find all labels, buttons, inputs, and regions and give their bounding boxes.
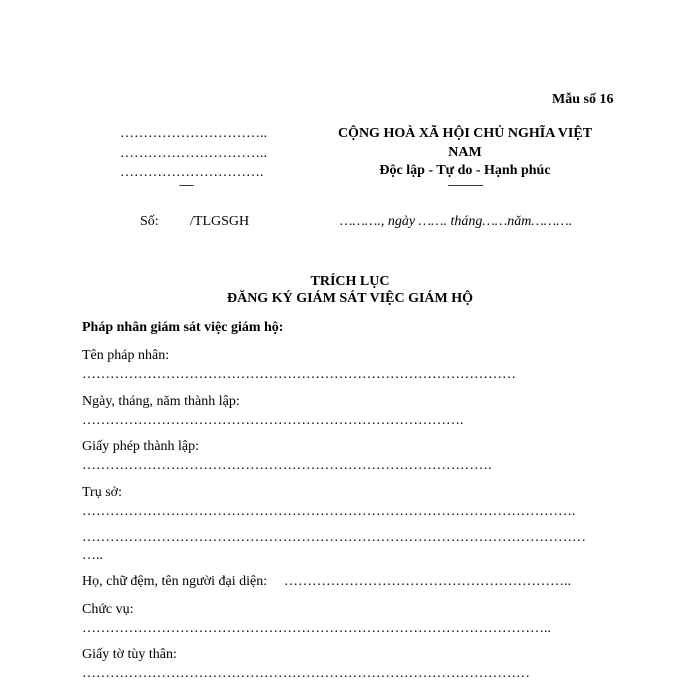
field-dots-tru-so-3: …..: [82, 548, 103, 563]
field-dots-chuc-vu: ………………………………………………………………………………………..: [82, 621, 551, 636]
field-dots-ten-phap-nhan: …………………………………………………………………………………: [82, 367, 516, 382]
field-label-chuc-vu: Chức vụ:: [82, 602, 134, 617]
field-dots-tru-so-1: …………………………………………………………………………………………….: [82, 504, 576, 519]
issuing-agency-line-3: ………………………….: [120, 165, 264, 180]
issuing-agency-line-2: …………………………..: [120, 146, 267, 161]
field-label-ngay-thanh-lap: Ngày, tháng, năm thành lập:: [82, 394, 240, 409]
field-dots-giay-phep: …………………………………………………………………………….: [82, 458, 492, 473]
field-label-giay-phep: Giấy phép thành lập:: [82, 439, 200, 454]
field-dots-dai-dien: ……………………………………………………..: [284, 574, 571, 589]
form-number: Mẫu số 16: [552, 92, 614, 107]
left-header-separator: ------: [179, 180, 193, 191]
field-dots-ngay-thanh-lap: ……………………………………………………………………….: [82, 413, 464, 428]
country-name-line-2: NAM: [448, 145, 482, 160]
field-label-dai-dien: Họ, chữ đệm, tên người đại diện:: [82, 574, 268, 589]
field-label-giay-to: Giấy tờ tùy thân:: [82, 647, 177, 662]
section-heading: Pháp nhân giám sát việc giám hộ:: [82, 320, 284, 335]
date-line: ………., ngày ……. tháng……năm……….: [340, 214, 573, 229]
document-number-label: Số:: [140, 214, 159, 229]
country-name-line-1: CỘNG HOÀ XÃ HỘI CHỦ NGHĨA VIỆT: [337, 126, 593, 141]
field-label-ten-phap-nhan: Tên pháp nhân:: [82, 348, 170, 363]
document-subtitle: ĐĂNG KÝ GIÁM SÁT VIỆC GIÁM HỘ: [226, 291, 474, 306]
field-label-tru-so: Trụ sở:: [82, 485, 122, 500]
document-number-suffix: /TLGSGH: [190, 214, 250, 229]
national-motto: Độc lập - Tự do - Hạnh phúc: [379, 163, 551, 178]
right-header-separator: ---------------: [447, 180, 483, 191]
issuing-agency-line-1: …………………………..: [120, 126, 267, 141]
document-title: TRÍCH LỤC: [310, 274, 390, 289]
field-dots-tru-so-2: ………………………………………………………………………………………………: [82, 530, 586, 545]
field-dots-giay-to: ……………………………………………………………………………………: [82, 666, 530, 681]
